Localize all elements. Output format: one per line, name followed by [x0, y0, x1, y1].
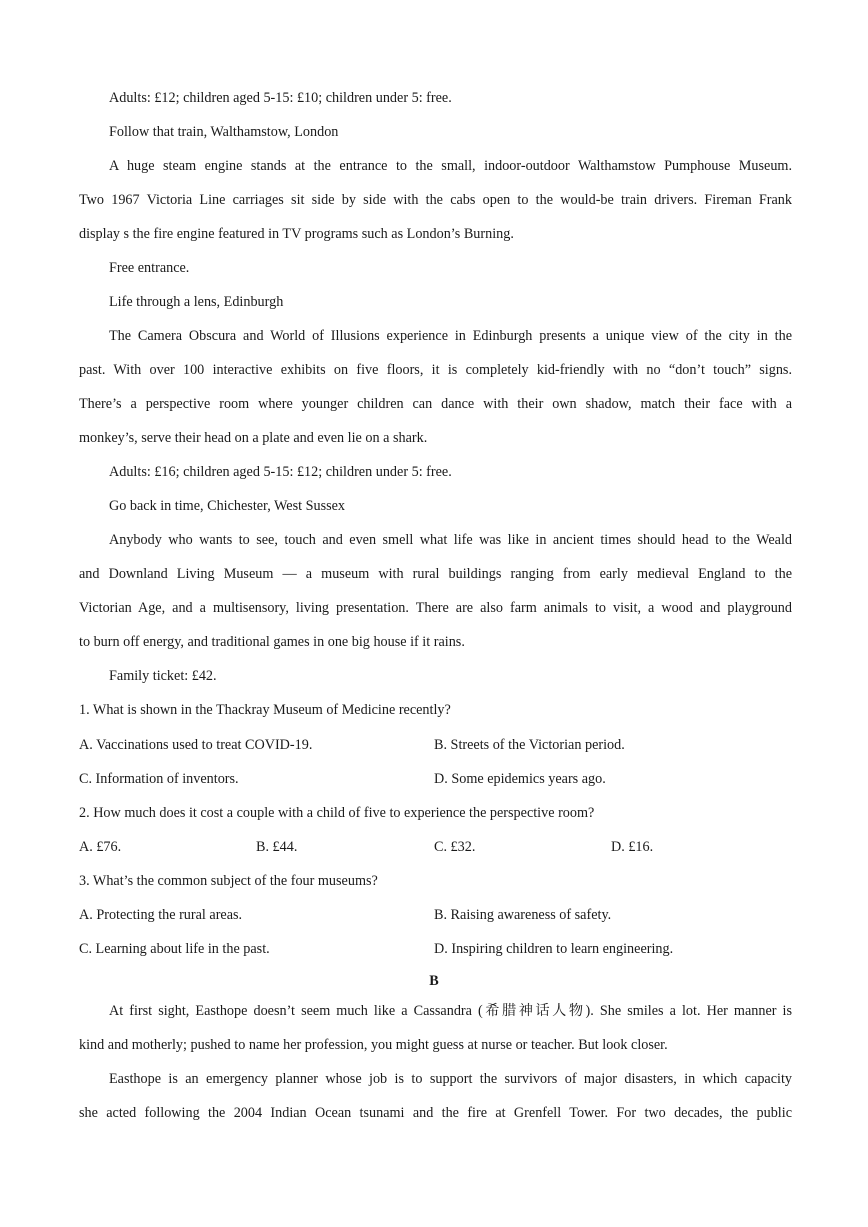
- paragraph-line: Two 1967 Victoria Line carriages sit side by side with the cabs open to the would-be train drivers. Fireman Frank: [79, 192, 792, 208]
- paragraph-line: kind and motherly; pushed to name her profession, you might guess at nurse or teacher. But look closer.: [79, 1037, 668, 1053]
- paragraph-line: monkey’s, serve their head on a plate and even lie on a shark.: [79, 430, 428, 446]
- option-3b: B. Raising awareness of safety.: [434, 907, 612, 923]
- option-3c: C. Learning about life in the past.: [79, 941, 270, 957]
- option-2d: D. £16.: [611, 839, 654, 855]
- price-line-museum-1: Adults: £12; children aged 5-15: £10; children under 5: free.: [109, 90, 452, 106]
- question-3: 3. What’s the common subject of the four museums?: [79, 873, 378, 889]
- price-line-edinburgh: Adults: £16; children aged 5-15: £12; children under 5: free.: [109, 464, 452, 480]
- museum-title-chichester: Go back in time, Chichester, West Sussex: [109, 498, 346, 514]
- option-3a: A. Protecting the rural areas.: [79, 907, 243, 923]
- paragraph-line: At first sight, Easthope doesn’t seem much like a Cassandra (希腊神话人物). She smiles a lot. Her manner is: [109, 1003, 792, 1019]
- question-1: 1. What is shown in the Thackray Museum of Medicine recently?: [79, 702, 451, 718]
- option-2c: C. £32.: [434, 839, 476, 855]
- option-1b: B. Streets of the Victorian period.: [434, 737, 625, 753]
- paragraph-line: and Downland Living Museum — a museum with rural buildings ranging from early medieval England to the: [79, 566, 792, 582]
- paragraph-line: The Camera Obscura and World of Illusions experience in Edinburgh presents a unique view of the city in the: [109, 328, 792, 344]
- section-b-heading: B: [429, 973, 439, 989]
- price-line-chichester: Family ticket: £42.: [109, 668, 217, 684]
- option-2a: A. £76.: [79, 839, 122, 855]
- museum-title-edinburgh: Life through a lens, Edinburgh: [109, 294, 284, 310]
- paragraph-line: Victorian Age, and a multisensory, living presentation. There are also farm animals to visit, a wood and playground: [79, 600, 792, 616]
- paragraph-line: A huge steam engine stands at the entrance to the small, indoor-outdoor Walthamstow Pumphouse Museum.: [109, 158, 792, 174]
- paragraph-line: Easthope is an emergency planner whose job is to support the survivors of major disasters, in which capacity: [109, 1071, 792, 1087]
- museum-title-walthamstow: Follow that train, Walthamstow, London: [109, 124, 339, 140]
- paragraph-line: Anybody who wants to see, touch and even smell what life was like in ancient times should head to the Weald: [109, 532, 792, 548]
- option-3d: D. Inspiring children to learn engineering.: [434, 941, 674, 957]
- paragraph-line: she acted following the 2004 Indian Ocean tsunami and the fire at Grenfell Tower. For two decades, the public: [79, 1105, 792, 1121]
- option-2b: B. £44.: [256, 839, 298, 855]
- question-2: 2. How much does it cost a couple with a child of five to experience the perspective room?: [79, 805, 595, 821]
- paragraph-line: to burn off energy, and traditional games in one big house if it rains.: [79, 634, 465, 650]
- paragraph-line: display s the fire engine featured in TV programs such as London’s Burning.: [79, 226, 514, 242]
- paragraph-line: past. With over 100 interactive exhibits on five floors, it is completely kid-friendly with no “don’t touch” signs.: [79, 362, 792, 378]
- option-1a: A. Vaccinations used to treat COVID-19.: [79, 737, 313, 753]
- price-line-walthamstow: Free entrance.: [109, 260, 190, 276]
- option-1d: D. Some epidemics years ago.: [434, 771, 606, 787]
- option-1c: C. Information of inventors.: [79, 771, 239, 787]
- paragraph-line: There’s a perspective room where younger children can dance with their own shadow, match their face with a: [79, 396, 792, 412]
